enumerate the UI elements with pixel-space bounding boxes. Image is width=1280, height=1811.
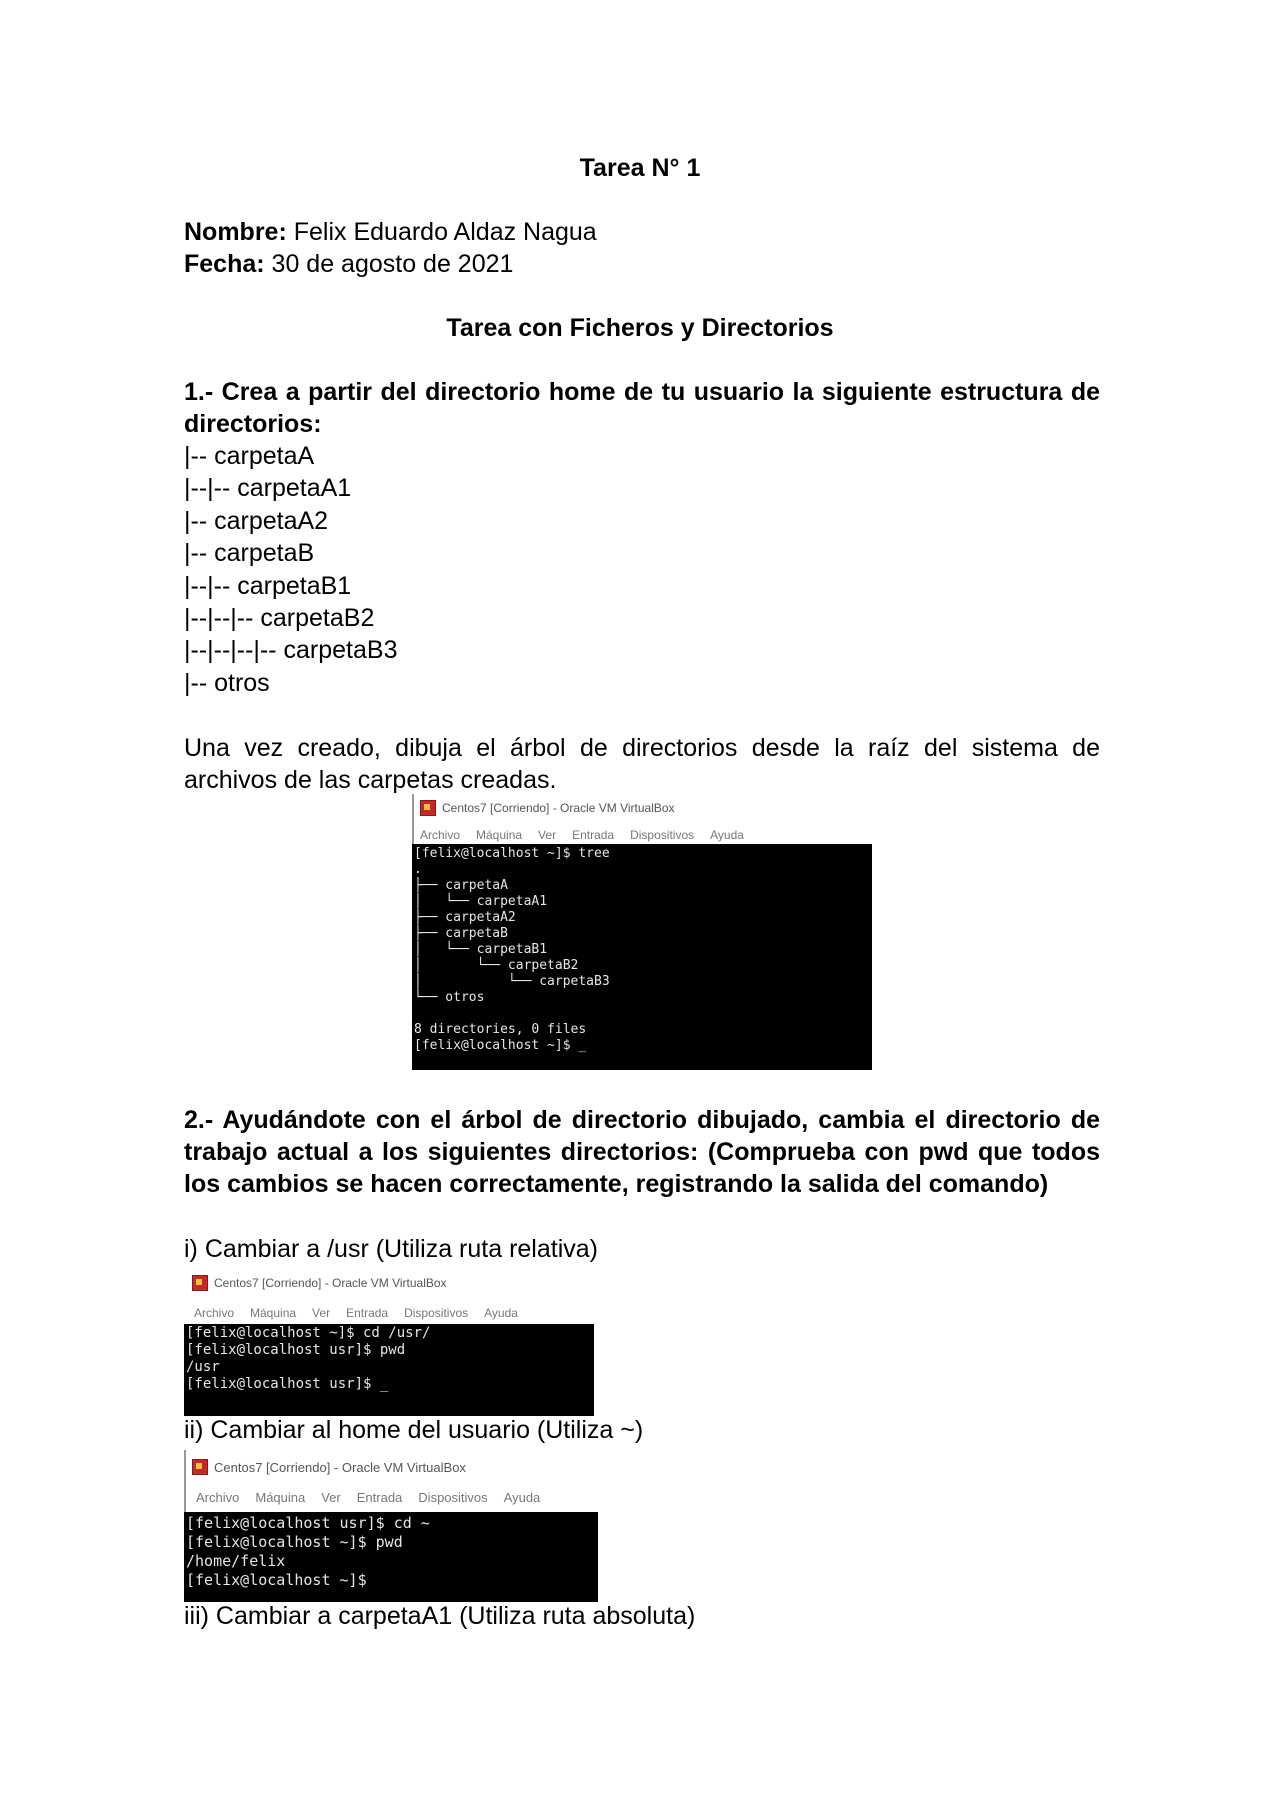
window-title: Centos7 [Corriendo] - Oracle VM VirtualBox: [442, 801, 675, 815]
menu-entrada[interactable]: Entrada: [346, 1306, 389, 1320]
menu-archivo[interactable]: Archivo: [196, 1490, 240, 1505]
window-titlebar: [412, 794, 872, 822]
fecha-line: [184, 248, 513, 280]
terminal-line: │ └── carpetaA1: [414, 894, 548, 909]
virtualbox-logo-icon: [420, 800, 436, 816]
window-menubar: [412, 828, 872, 842]
nombre-value: Felix Eduardo Aldaz Nagua: [286, 218, 597, 246]
terminal-line: │ └── carpetaB3: [414, 974, 610, 989]
terminal-line: │ └── carpetaB1: [414, 942, 548, 957]
terminal-screen: [184, 1324, 594, 1416]
menu-ayuda[interactable]: Ayuda: [503, 1490, 541, 1505]
terminal-line: [felix@localhost usr]$ _: [186, 1376, 389, 1392]
virtualbox-screenshot-usr: [184, 1268, 594, 1416]
menu-ver[interactable]: Ver: [312, 1306, 331, 1320]
menu-ayuda[interactable]: Ayuda: [484, 1306, 518, 1320]
tree-line: |-- otros: [184, 668, 270, 697]
terminal-line: [felix@localhost ~]$ _: [414, 1038, 587, 1053]
tree-line: |-- carpetaA: [184, 442, 315, 470]
directory-structure: [184, 440, 398, 699]
terminal-line: │ └── carpetaB2: [414, 958, 579, 973]
menu-dispositivos[interactable]: Dispositivos: [404, 1306, 469, 1320]
menu-dispositivos[interactable]: Dispositivos: [418, 1490, 488, 1505]
tree-line: |--|-- carpetaA1: [184, 474, 352, 503]
virtualbox-logo-icon: [192, 1275, 208, 1291]
terminal-line: 8 directories, 0 files: [414, 1022, 587, 1037]
tree-line: |--|-- carpetaB1: [184, 571, 352, 600]
virtualbox-logo-icon: [192, 1459, 208, 1475]
terminal-line: /usr: [186, 1359, 220, 1375]
terminal-line: /home/felix: [186, 1552, 286, 1570]
terminal-screen: [184, 1512, 598, 1602]
menu-maquina[interactable]: Máquina: [250, 1306, 297, 1320]
question-2-heading: 2.- Ayudándote con el árbol de directorio dibujado, cambia el directorio de trabajo actual a los siguientes directorios: (Comprueba con pwd que todos los cambios se hacen correctamente, registrando la salida del comando): [184, 1106, 1100, 1198]
menu-entrada[interactable]: Entrada: [572, 828, 615, 842]
question-1-instruction: Una vez creado, dibuja el árbol de directorios desde la raíz del sistema de archivos de las carpetas creadas.: [184, 734, 1100, 794]
terminal-line: [felix@localhost ~]$: [186, 1571, 367, 1589]
terminal-line: ├── carpetaB: [414, 926, 508, 941]
terminal-line: [felix@localhost usr]$ cd ~: [186, 1514, 430, 1532]
item-i: i) Cambiar a /usr (Utiliza ruta relativa): [184, 1235, 598, 1263]
window-menubar: [184, 1490, 598, 1505]
terminal-line: [414, 1006, 872, 1022]
nombre-label: Nombre:: [184, 218, 287, 246]
menu-ver[interactable]: Ver: [321, 1490, 341, 1505]
menu-archivo[interactable]: Archivo: [194, 1306, 235, 1320]
tree-line: |-- carpetaB: [184, 539, 315, 568]
menu-ver[interactable]: Ver: [538, 828, 557, 842]
menu-maquina[interactable]: Máquina: [476, 828, 523, 842]
terminal-line: [felix@localhost ~]$ cd /usr/: [186, 1325, 431, 1341]
nombre-line: [184, 216, 597, 248]
item-ii: ii) Cambiar al home del usuario (Utiliza ~): [184, 1416, 644, 1444]
question-1-heading: 1.- Crea a partir del directorio home de tu usuario la siguiente estructura de directorios:: [184, 378, 1100, 438]
terminal-line: .: [414, 862, 422, 877]
terminal-line: ├── carpetaA: [414, 878, 508, 893]
virtualbox-screenshot-tree: [412, 794, 872, 1070]
tree-line: |--|--|-- carpetaB2: [184, 604, 375, 633]
window-titlebar: [184, 1268, 594, 1298]
menu-entrada[interactable]: Entrada: [356, 1490, 403, 1505]
terminal-line: ├── carpetaA2: [414, 910, 516, 925]
terminal-line: [felix@localhost ~]$ tree: [414, 846, 610, 861]
terminal-line: [felix@localhost ~]$ pwd: [186, 1533, 403, 1551]
window-titlebar: [184, 1450, 598, 1484]
menu-archivo[interactable]: Archivo: [420, 828, 461, 842]
item-iii: iii) Cambiar a carpetaA1 (Utiliza ruta absoluta): [184, 1602, 696, 1630]
section-title: Tarea con Ficheros y Directorios: [446, 314, 834, 342]
terminal-line: └── otros: [414, 990, 485, 1005]
window-title: Centos7 [Corriendo] - Oracle VM VirtualBox: [214, 1459, 466, 1475]
menu-dispositivos[interactable]: Dispositivos: [630, 828, 695, 842]
tree-line: |--|--|--|-- carpetaB3: [184, 636, 398, 665]
tree-line: |-- carpetaA2: [184, 506, 329, 535]
window-menubar: [184, 1306, 594, 1320]
window-title: Centos7 [Corriendo] - Oracle VM VirtualBox: [214, 1276, 447, 1290]
fecha-value: 30 de agosto de 2021: [264, 250, 514, 278]
terminal-screen: [412, 844, 872, 1070]
terminal-line: [felix@localhost usr]$ pwd: [186, 1342, 406, 1358]
menu-maquina[interactable]: Máquina: [255, 1490, 306, 1505]
fecha-label: Fecha:: [184, 250, 265, 278]
doc-title: Tarea N° 1: [579, 154, 701, 182]
virtualbox-screenshot-home: [184, 1450, 598, 1602]
menu-ayuda[interactable]: Ayuda: [710, 828, 744, 842]
